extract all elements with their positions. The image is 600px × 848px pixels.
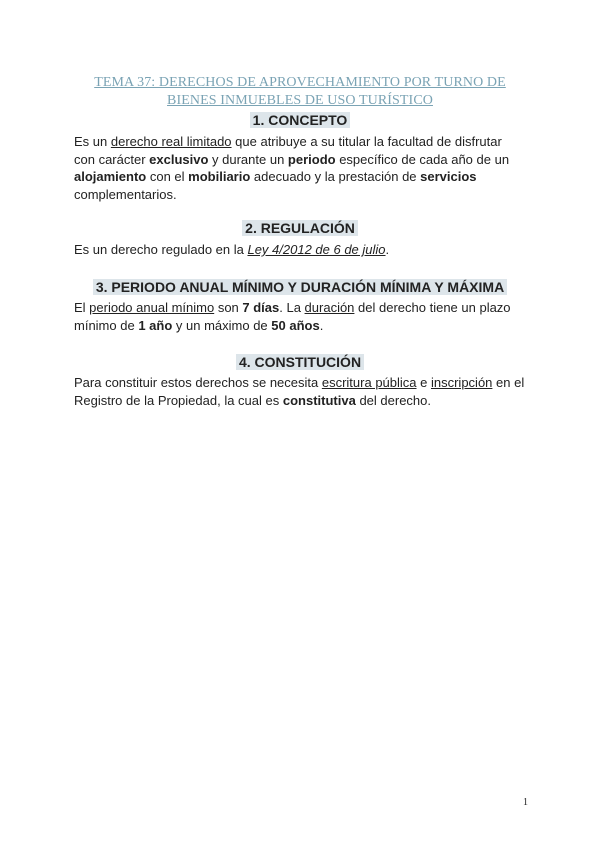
text-run: El — [74, 300, 90, 315]
bold-term: mobiliario — [188, 169, 251, 184]
bold-term: exclusivo — [149, 151, 209, 167]
title-line-2: BIENES INMUEBLES DE USO TURÍSTICO — [167, 93, 433, 108]
underlined-term: duración — [304, 300, 355, 315]
bold-term: 50 años — [271, 317, 320, 333]
text-run: del derecho tiene un plazo mínimo de — [74, 300, 511, 333]
text-run: del derecho. — [355, 392, 431, 408]
section-heading-regulacion — [74, 220, 526, 237]
section-heading-concepto — [74, 112, 526, 129]
text-run: en el Registro de la Propiedad, la cual es — [74, 375, 525, 408]
law-reference: Ley 4/2012 de 6 de julio — [247, 242, 386, 257]
page-number: 1 — [523, 797, 528, 808]
text-run: e — [416, 375, 431, 390]
text-run: Es un — [74, 134, 111, 149]
bold-term: 7 días — [242, 300, 280, 315]
bold-term: servicios — [420, 169, 477, 184]
heading-text: 4. CONSTITUCIÓN — [236, 354, 364, 370]
section-paragraph-periodo — [74, 299, 526, 334]
text-run: son — [214, 300, 243, 315]
text-run: Es un derecho regulado en la — [74, 242, 248, 257]
text-run: con el — [146, 169, 189, 184]
document-title — [74, 74, 526, 110]
section-paragraph-regulacion — [74, 241, 526, 259]
text-run: . La — [279, 300, 305, 315]
text-run: complementarios. — [74, 186, 177, 202]
text-run: adecuado y la prestación de — [250, 169, 421, 184]
section-paragraph-concepto — [74, 133, 526, 203]
section-heading-periodo — [74, 279, 526, 296]
bold-term: alojamiento — [74, 169, 147, 184]
heading-text: 3. PERIODO ANUAL MÍNIMO Y DURACIÓN MÍNIMA Y MÁXIMA — [93, 279, 507, 295]
title-line-1: TEMA 37: DERECHOS DE APROVECHAMIENTO POR TURNO DE — [94, 75, 506, 90]
section-heading-constitucion — [74, 354, 526, 371]
text-run: . — [385, 242, 390, 257]
text-run: específico de cada año de un — [335, 151, 510, 167]
text-run: que atribuye a su titular la facultad de disfrutar con carácter — [74, 134, 502, 167]
bold-term: 1 año — [138, 317, 173, 333]
heading-text: 1. CONCEPTO — [250, 112, 351, 128]
underlined-term: derecho real limitado — [110, 134, 232, 149]
text-run: y durante un — [208, 151, 288, 167]
bold-term: constitutiva — [282, 392, 356, 408]
section-paragraph-constitucion — [74, 374, 526, 409]
text-run: Para constituir estos derechos se necesita — [74, 375, 322, 390]
underlined-term: escritura pública — [321, 375, 417, 390]
underlined-term: periodo anual mínimo — [89, 300, 215, 315]
text-run: . — [319, 317, 324, 333]
text-run: y un máximo de — [172, 317, 272, 333]
underlined-term: inscripción — [430, 375, 493, 390]
bold-term: periodo — [287, 151, 336, 167]
heading-text: 2. REGULACIÓN — [242, 220, 358, 236]
